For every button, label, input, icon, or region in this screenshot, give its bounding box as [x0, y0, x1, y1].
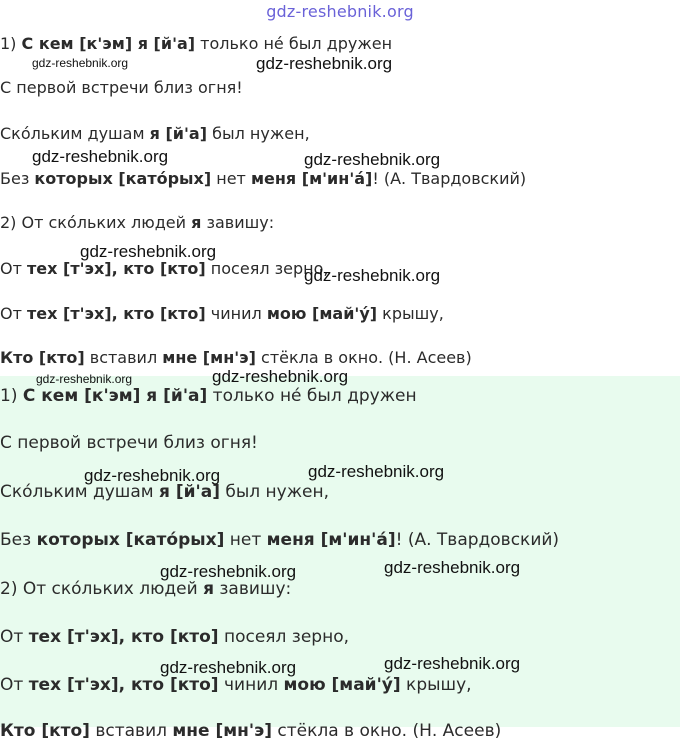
watermark-text: gdz-reshebnik.org: [32, 56, 129, 70]
watermark-text: gdz-reshebnik.org: [160, 562, 297, 581]
watermark-text: gdz-reshebnik.org: [384, 558, 521, 577]
watermark-text: gdz-reshebnik.org: [160, 658, 297, 677]
poem-line: Ско́льким душам я [й'а] был нужен,: [0, 482, 330, 502]
watermark-text: gdz-reshebnik.org: [36, 372, 133, 386]
poem-line: Кто [кто] вставил мне [мн'э] стёкла в окно. (Н. Асеев): [0, 721, 502, 741]
watermark-text: gdz-reshebnik.org: [32, 147, 169, 166]
watermark-text: gdz-reshebnik.org: [304, 266, 441, 285]
answer-panel-b: [0, 376, 680, 741]
poem-line: Без которых [като́рых] нет меня [м'ин'а́]! (А. Твардовский): [0, 169, 527, 188]
watermark-text: gdz-reshebnik.org: [80, 242, 217, 261]
poem-line: От тех [т'эх], кто [кто] посеял зерно,: [0, 259, 329, 278]
poem-line: 1) С кем [к'эм] я [й'а] только не́ был дружен: [0, 34, 393, 53]
poem-line: Кто [кто] вставил мне [мн'э] стёкла в окно. (Н. Асеев): [0, 348, 472, 367]
poem-line: С первой встречи близ огня!: [0, 433, 258, 453]
watermark-text: gdz-reshebnik.org: [84, 466, 221, 485]
watermark-text: gdz-reshebnik.org: [304, 150, 441, 169]
site-header: gdz-reshebnik.org: [266, 2, 414, 21]
poem-line: 2) От ско́льких людей я завишу:: [0, 579, 292, 599]
watermark-text: gdz-reshebnik.org: [212, 367, 349, 386]
watermark-text: gdz-reshebnik.org: [384, 654, 521, 673]
watermark-text: gdz-reshebnik.org: [256, 54, 393, 73]
poem-line: От тех [т'эх], кто [кто] посеял зерно,: [0, 627, 350, 647]
poem-line: От тех [т'эх], кто [кто] чинил мою [май'у́] крышу,: [0, 675, 472, 695]
watermark-text: gdz-reshebnik.org: [308, 462, 445, 481]
poem-line: Ско́льким душам я [й'а] был нужен,: [0, 124, 310, 143]
poem-line: 1) С кем [к'эм] я [й'а] только не́ был дружен: [0, 386, 417, 406]
poem-line: С первой встречи близ огня!: [0, 78, 243, 97]
poem-line: От тех [т'эх], кто [кто] чинил мою [май'у́] крышу,: [0, 304, 444, 323]
poem-line: Без которых [като́рых] нет меня [м'ин'а́]! (А. Твардовский): [0, 530, 560, 550]
poem-line: 2) От ско́льких людей я завишу:: [0, 213, 275, 232]
